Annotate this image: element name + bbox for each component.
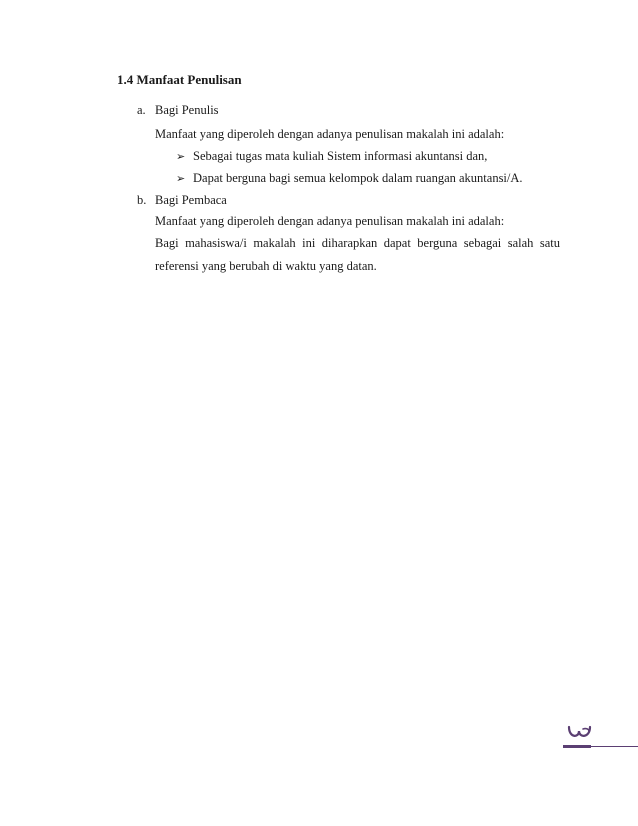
- item-b-intro: Manfaat yang diperoleh dengan adanya penulisan makalah ini adalah:: [155, 214, 505, 228]
- arrow-bullet-icon: ➢: [176, 151, 186, 163]
- item-a-bullet-1: Sebagai tugas mata kuliah Sistem informasi akuntansi dan,: [193, 149, 488, 163]
- list-marker-a: a.: [137, 103, 146, 117]
- list-marker-b: b.: [137, 193, 147, 207]
- footer-accent-bar: [563, 745, 591, 748]
- item-b-body-line-1: Bagi mahasiswa/i makalah ini diharapkan dapat berguna sebagai salah satu: [155, 236, 560, 250]
- item-b-body-line-2: referensi yang berubah di waktu yang datan.: [155, 259, 377, 273]
- footer-rule: [591, 746, 638, 747]
- publisher-logo-icon: [566, 723, 594, 743]
- item-a-bullet-2: Dapat berguna bagi semua kelompok dalam ruangan akuntansi/A.: [193, 171, 523, 185]
- arrow-bullet-icon: ➢: [176, 173, 186, 185]
- item-a-intro: Manfaat yang diperoleh dengan adanya penulisan makalah ini adalah:: [155, 127, 505, 141]
- section-heading: 1.4 Manfaat Penulisan: [117, 72, 242, 87]
- item-b-heading: Bagi Pembaca: [155, 193, 227, 207]
- item-a-heading: Bagi Penulis: [155, 103, 219, 117]
